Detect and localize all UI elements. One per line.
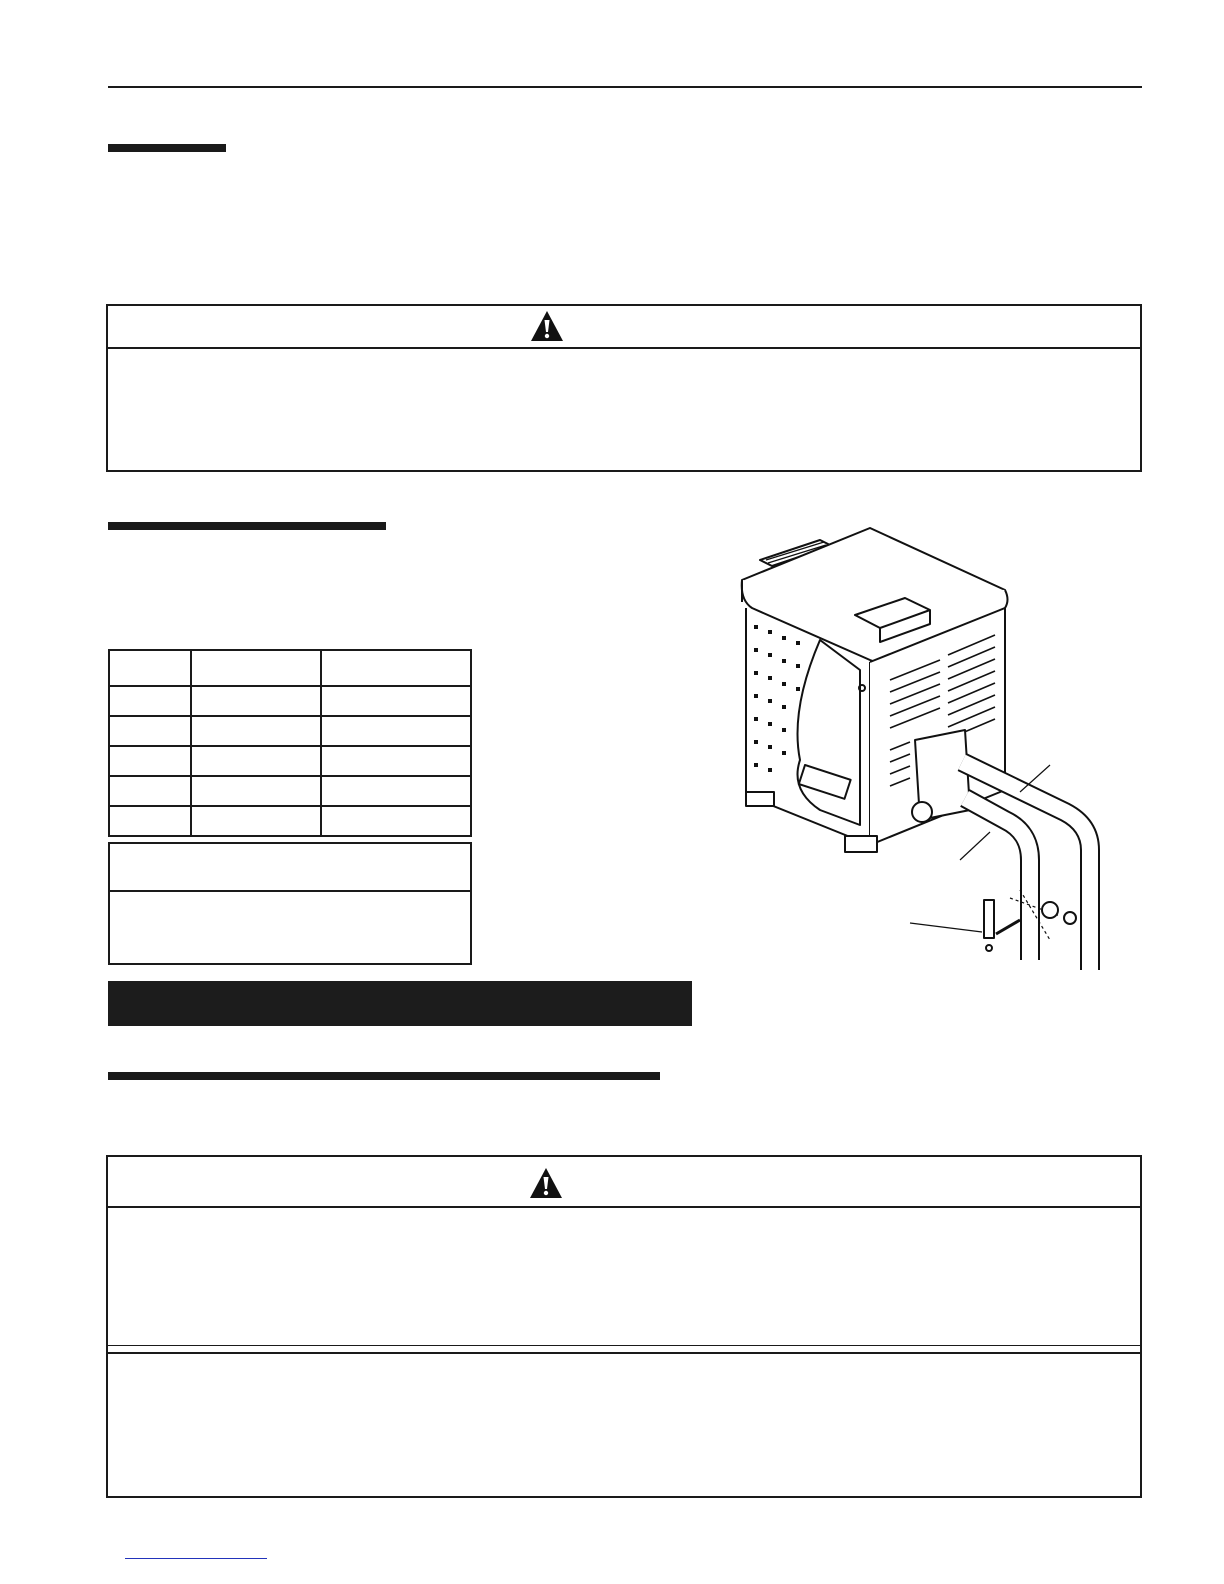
- warning-box-2-header: [108, 1157, 1140, 1208]
- table-row: [109, 686, 471, 716]
- warning-triangle-icon: [529, 1167, 563, 1199]
- footer-link[interactable]: [125, 1558, 267, 1559]
- warning-box-1-header: [108, 306, 1140, 349]
- table-note-1: [108, 842, 472, 892]
- warning-box-1: [106, 304, 1142, 472]
- flow-rate-table: [108, 649, 472, 837]
- section-heading-bar-2: [108, 522, 386, 530]
- table-row: [109, 776, 471, 806]
- table-row: [109, 806, 471, 836]
- table-row: [109, 746, 471, 776]
- header-rule: [108, 86, 1142, 88]
- section-heading-bar-3: [108, 1072, 660, 1080]
- warning-box-2-divider: [108, 1345, 1140, 1354]
- chapter-band: [108, 981, 692, 1026]
- warning-box-2: [106, 1155, 1142, 1498]
- table-row: [109, 650, 471, 686]
- table-note-2: [108, 890, 472, 965]
- heater-plumbing-illustration: [720, 520, 1120, 990]
- warning-triangle-icon: [530, 310, 564, 342]
- table-row: [109, 716, 471, 746]
- section-heading-bar-1: [108, 144, 226, 152]
